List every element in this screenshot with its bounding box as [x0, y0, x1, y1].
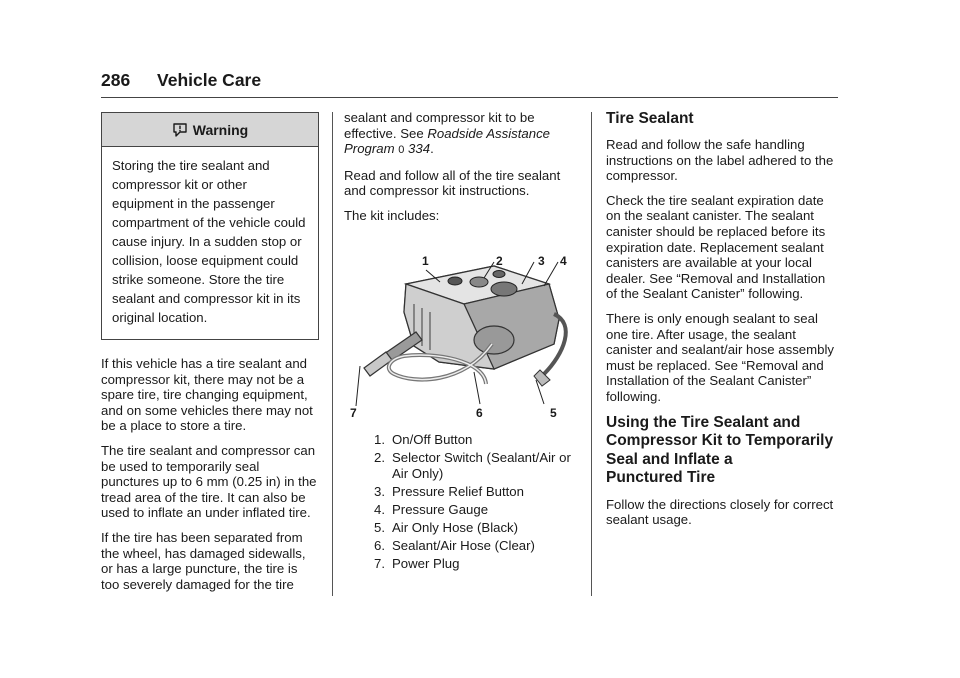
heading-line: Punctured Tire: [606, 469, 716, 486]
kit-contents-list: [374, 432, 578, 572]
section-heading: [606, 414, 838, 488]
paragraph: Read and follow the safe handling instructions on the label adhered to the compressor.: [606, 137, 834, 184]
list-item: [374, 484, 578, 500]
paragraph: [344, 110, 578, 159]
list-number: 7.: [374, 555, 385, 571]
list-number: 3.: [374, 483, 385, 499]
column-left: [101, 112, 319, 601]
kit-illustration: [344, 234, 578, 424]
column-divider-right: [591, 112, 592, 596]
list-item: [374, 538, 578, 554]
page-ref-number[interactable]: 334: [408, 141, 431, 157]
heading-line: Compressor Kit to Temporarily: [606, 432, 834, 449]
section-heading: Tire Sealant: [606, 110, 694, 127]
list-item: [374, 502, 578, 518]
page-ref-icon: 0: [398, 144, 405, 157]
page-number: 286: [101, 70, 131, 90]
heading-line: Seal and Inflate a: [606, 450, 733, 468]
callout-7: 7: [350, 405, 357, 420]
paragraph-end: .: [430, 141, 434, 157]
paragraph: The tire sealant and compressor can be used to temporarily seal punctures up to 6 mm (0.25 in) in the tread area of the tire. It can also be used to inflate an under inflated tire.: [101, 442, 317, 521]
list-item: [374, 450, 578, 482]
column-middle: [344, 110, 578, 574]
paragraph-text: sealant and compressor kit to be effective. See: [344, 110, 535, 141]
warning-header: [102, 113, 318, 147]
list-label: Air Only Hose (Black): [392, 519, 519, 535]
callout-4: 4: [560, 253, 567, 268]
paragraph: The kit includes:: [344, 207, 440, 223]
column-right: [606, 110, 838, 537]
section-title: Vehicle Care: [157, 70, 262, 90]
callout-2: 2: [496, 253, 503, 268]
warning-title: Warning: [192, 121, 249, 138]
warning-icon: [172, 122, 188, 138]
warning-box: [101, 112, 319, 340]
list-label: Pressure Relief Button: [392, 483, 524, 499]
warning-text: Storing the tire sealant and compressor kit or other equipment in the passenger compartment of the vehicle could cause injury. In a sudden stop or collision, loose equipment could strike someone. Store the tire sealant and compressor kit in its original location.: [112, 158, 306, 325]
callout-3: 3: [538, 253, 545, 268]
list-number: 1.: [374, 431, 385, 447]
list-label: Selector Switch (Sealant/Air or Air Only): [392, 449, 571, 481]
list-label: On/Off Button: [392, 431, 473, 447]
list-item: [374, 520, 578, 536]
list-number: 2.: [374, 449, 385, 465]
callout-6: 6: [476, 405, 483, 420]
cross-reference-link[interactable]: Roadside Assistance Program: [344, 125, 551, 157]
list-label: Sealant/Air Hose (Clear): [392, 537, 535, 553]
paragraph: If the tire has been separated from the wheel, has damaged sidewalls, or has a large puncture, the tire is too severely damaged for the tire: [101, 529, 306, 592]
list-item: [374, 556, 578, 572]
callout-1: 1: [422, 253, 429, 268]
column-divider-left: [332, 112, 333, 596]
paragraph: Check the tire sealant expiration date on the sealant canister. The sealant canister should be replaced before its expiration date. Replacement sealant canisters are available at your local dealer. See “Removal and Installation of the Sealant Canister” following.: [606, 192, 826, 302]
callout-5: 5: [550, 405, 557, 420]
list-item: [374, 432, 578, 448]
page-header: [101, 70, 261, 91]
paragraph: Follow the directions closely for correct sealant usage.: [606, 496, 834, 528]
list-label: Pressure Gauge: [392, 501, 489, 517]
heading-line: Using the Tire Sealant and: [606, 413, 801, 431]
paragraph: Read and follow all of the tire sealant and compressor kit instructions.: [344, 167, 561, 199]
header-rule: [101, 97, 838, 98]
list-number: 6.: [374, 537, 385, 553]
list-number: 5.: [374, 519, 385, 535]
paragraph: There is only enough sealant to seal one tire. After usage, the sealant canister and sealant/air hose assembly must be replaced. See “Removal and Installation of the Sealant Canister” following.: [606, 310, 834, 404]
paragraph: If this vehicle has a tire sealant and compressor kit, there may not be a spare tire, tire changing equipment, and on some vehicles there may not be a place to store a tire.: [101, 356, 313, 434]
list-number: 4.: [374, 501, 385, 517]
list-label: Power Plug: [392, 555, 460, 571]
